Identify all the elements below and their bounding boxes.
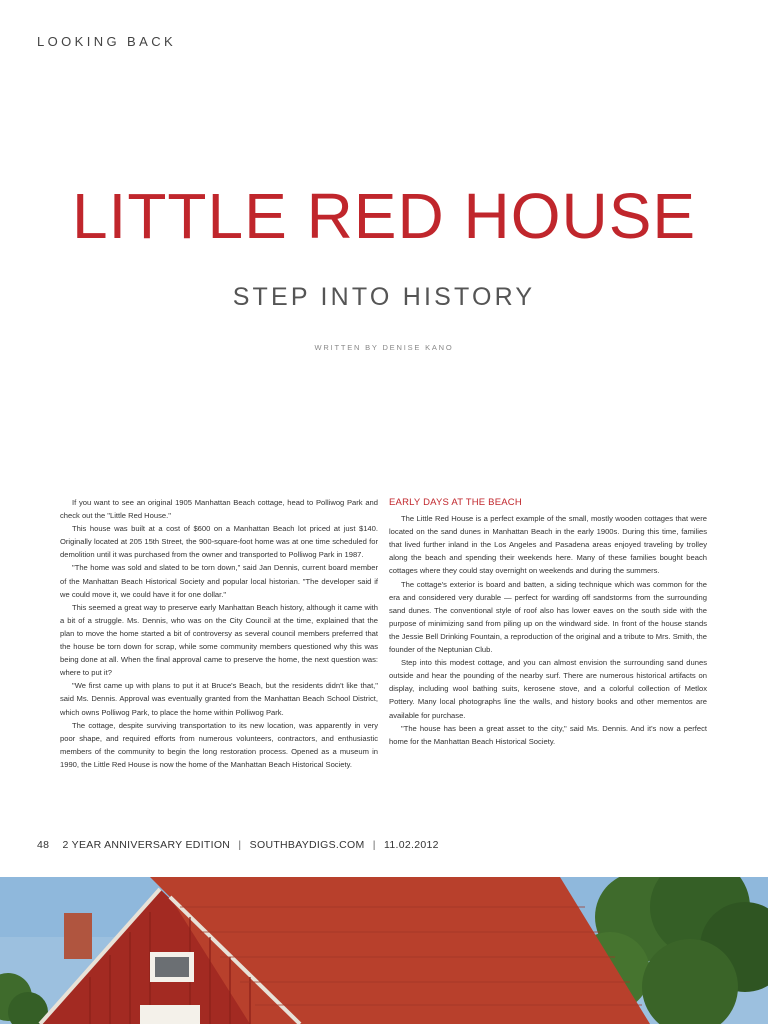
- paragraph: The Little Red House is a perfect example of the small, mostly wooden cottages that were located on the sand dunes in Manhattan Beach in the early 1900s. During this time, families that lived further inland in the Los Angeles and Pasadena areas enjoyed traveling by trolley along the beach and spending their weekends here. Many of these families bought beach cottages where they could stay overnight on weekends and during the summers.: [389, 514, 707, 576]
- section-label: LOOKING BACK: [37, 34, 177, 49]
- edition-label: 2 YEAR ANNIVERSARY EDITION: [62, 839, 231, 851]
- column-heading: EARLY DAYS AT THE BEACH: [389, 497, 522, 508]
- date-label: 11.02.2012: [384, 839, 439, 851]
- headline: LITTLE RED HOUSE: [71, 180, 697, 252]
- paragraph: This house was built at a cost of $600 on a Manhattan Beach lot priced at just $140. Originally located at 205 15th Street, the 900-square-foot home was at one time scheduled for demolition until it was purchased from the owner and transported to Polliwog Park in 1987.: [60, 524, 378, 560]
- subhead: STEP INTO HISTORY: [232, 283, 536, 311]
- paragraph: "The house has been a great asset to the city," said Ms. Dennis. And it's now a perfect home for the Manhattan Beach Historical Society.: [389, 723, 707, 746]
- paragraph: The cottage, despite surviving transportation to its new location, was apparently in very poor shape, and required efforts from numerous volunteers, contractors, and enthusiastic members of the community to begin the long restoration process. Opened as a museum in 1990, the Little Red House is now the home of the Manhattan Beach Historical Society.: [60, 720, 378, 769]
- folio: [37, 839, 439, 851]
- site-label: SOUTHBAYDIGS.COM: [249, 839, 365, 851]
- paragraph: The cottage's exterior is board and batten, a siding technique which was common for the era and considered very durable — perfect for warding off sandstorms from the surrounding sand dunes. The conventional style of roof also has lower eaves on the south side with the purpose of minimizing sand from piling up on the windward side. In front of the house stands the Jessie Bell Drinking Fountain, a reproduction of the original and a tribute to Mrs. Smith, the founder of the Neptunian Club.: [389, 579, 707, 655]
- left-column: [60, 496, 378, 771]
- paragraph: "We first came up with plans to put it at Bruce's Beach, but the residents didn't like that," said Ms. Dennis. Approval was eventually granted from the Manhattan Beach School District, which owns Polliwog Park, to place the home within Polliwog Park.: [60, 681, 378, 717]
- porch-window: [140, 1005, 200, 1024]
- folio-separator: |: [238, 839, 242, 851]
- paragraph: If you want to see an original 1905 Manhattan Beach cottage, head to Polliwog Park and check out the "Little Red House.": [60, 498, 378, 521]
- paragraph: "The home was sold and slated to be torn down," said Jan Dennis, current board member of the Manhattan Beach Historical Society and popular local historian. "The developer said if we could move it, we could have it for one dollar.": [60, 563, 378, 599]
- paragraph: This seemed a great way to preserve early Manhattan Beach history, although it came with a bit of a struggle. Ms. Dennis, who was on the City Council at the time, explained that the plan to move the home started a bit of controversy as several council members preferred that the house be torn down for scrap, while some community members questioned why this was being done at all. When the final approval came to preserve the home, the next question was: where to put it?: [60, 602, 378, 678]
- byline: WRITTEN BY DENISE KANO: [314, 343, 454, 352]
- house-photo: [0, 877, 768, 1024]
- paragraph: Step into this modest cottage, and you can almost envision the surrounding sand dunes outside and hear the pounding of the nearby surf. There are numerous historical artifacts on display, including wool bathing suits, kerosene stove, and a colorful collection of Metlox Pottery. Many local photographs line the walls, and history books and other mementos are available for purchase.: [389, 658, 707, 720]
- chimney: [64, 913, 92, 959]
- page-number: 48: [37, 839, 50, 851]
- right-column: [389, 496, 707, 748]
- folio-separator: |: [372, 839, 376, 851]
